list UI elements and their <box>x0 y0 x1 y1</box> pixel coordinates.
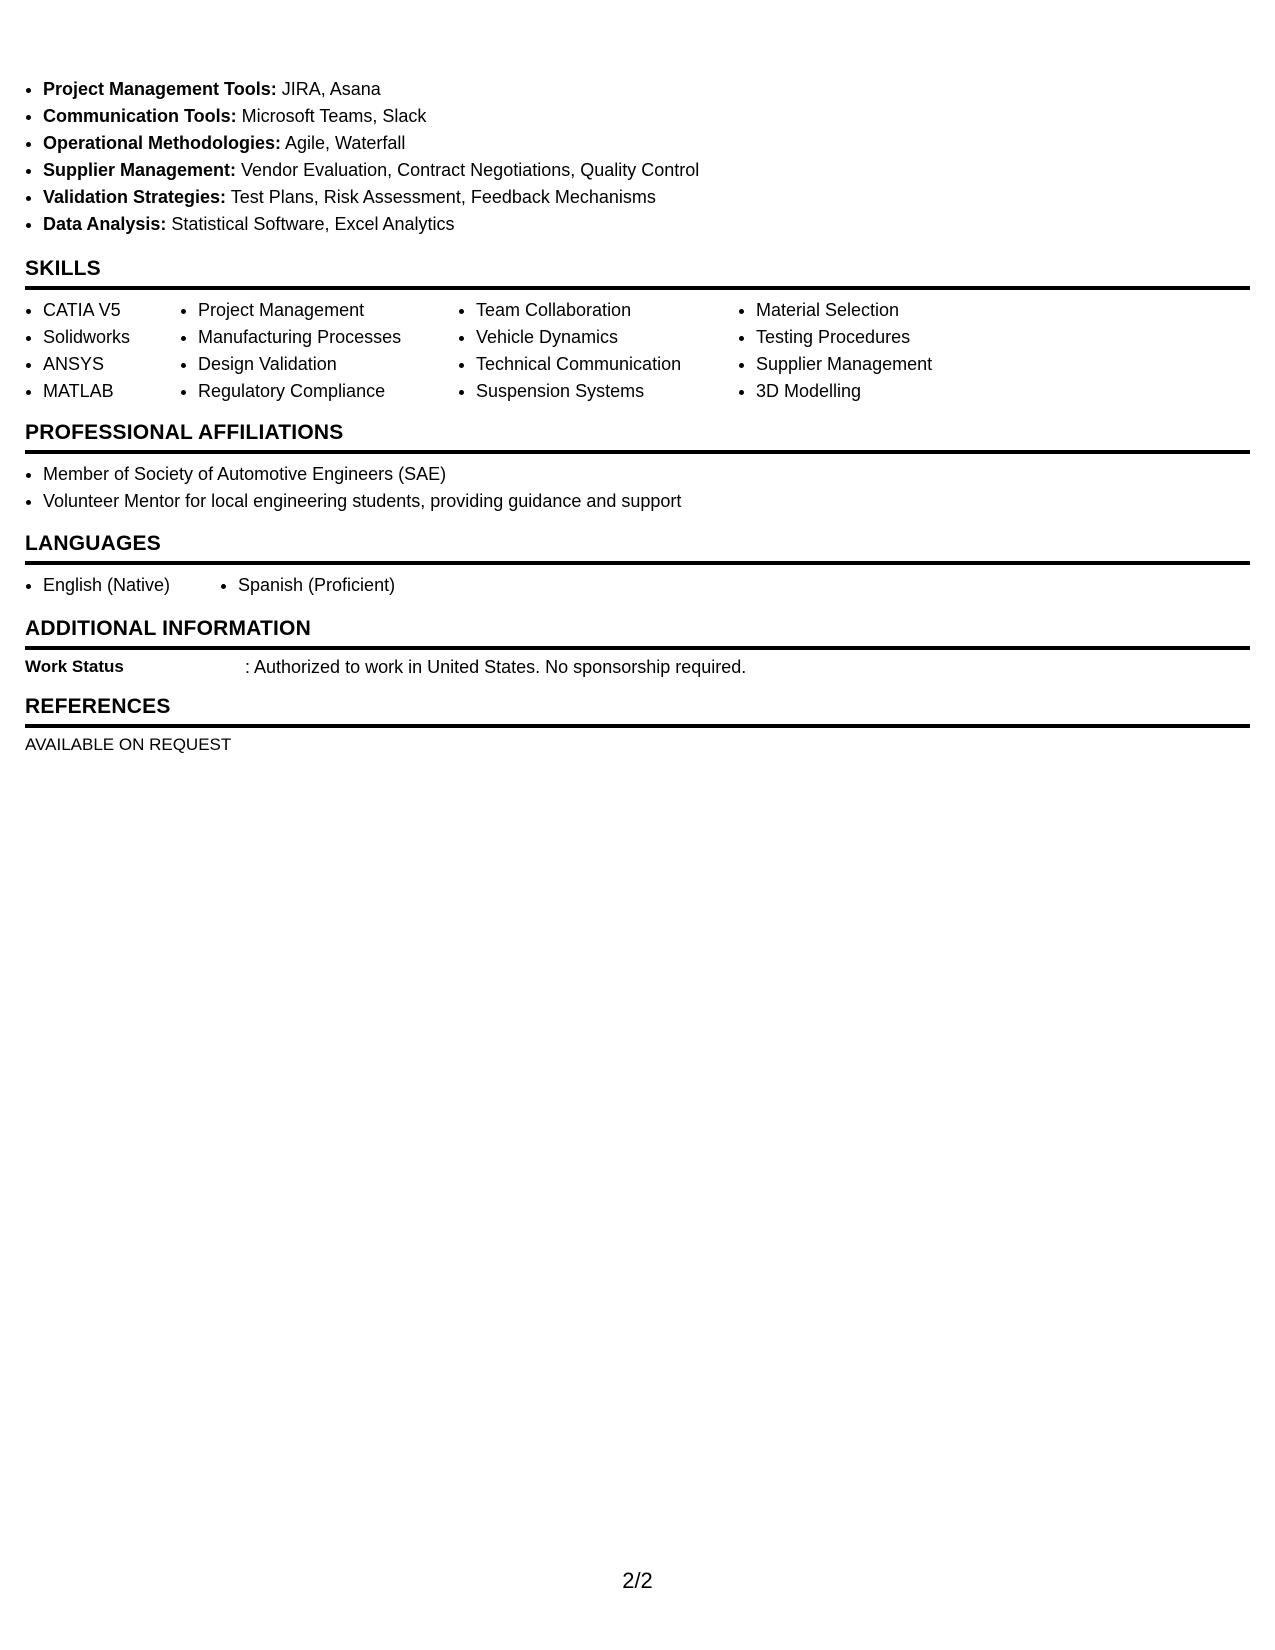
skills-heading: SKILLS <box>25 256 1250 290</box>
languages-row <box>25 565 1250 599</box>
skill-item: • Solidworks <box>43 324 180 351</box>
skills-grid <box>25 290 1250 405</box>
skills-column <box>738 297 1016 405</box>
tool-value: Agile, Waterfall <box>281 133 406 153</box>
language-item: • Spanish (Proficient) <box>238 572 395 599</box>
tool-label: Communication Tools: <box>43 106 237 126</box>
page-number: 2/2 <box>622 1568 653 1593</box>
work-status-value: : Authorized to work in United States. No sponsorship required. <box>245 657 747 677</box>
list-item <box>43 184 1250 211</box>
list-item <box>43 211 1250 238</box>
skills-column <box>180 297 458 405</box>
affiliations-body <box>25 454 1250 515</box>
tool-value: JIRA, Asana <box>276 79 381 99</box>
skill-item: • ANSYS <box>43 351 180 378</box>
skill-item: • Design Validation <box>198 351 458 378</box>
affiliations-section <box>25 420 1250 515</box>
skill-item: • Team Collaboration <box>476 297 738 324</box>
language-list <box>25 572 220 599</box>
references-text: AVAILABLE ON REQUEST <box>25 735 232 754</box>
additional-info-section <box>25 616 1250 680</box>
skill-item: • Vehicle Dynamics <box>476 324 738 351</box>
skill-item: • Material Selection <box>756 297 1016 324</box>
skill-item: • Manufacturing Processes <box>198 324 458 351</box>
skill-item: • CATIA V5 <box>43 297 180 324</box>
tool-value: Statistical Software, Excel Analytics <box>166 214 455 234</box>
resume-page <box>25 76 1250 758</box>
skill-item: • MATLAB <box>43 378 180 405</box>
references-heading: REFERENCES <box>25 694 1250 728</box>
language-item: • English (Native) <box>43 572 220 599</box>
list-item <box>43 76 1250 103</box>
languages-section <box>25 531 1250 599</box>
skill-item: • Technical Communication <box>476 351 738 378</box>
skill-item: • Supplier Management <box>756 351 1016 378</box>
list-item <box>43 157 1250 184</box>
additional-info-heading: ADDITIONAL INFORMATION <box>25 616 1250 650</box>
tool-value: Test Plans, Risk Assessment, Feedback Mechanisms <box>226 187 656 207</box>
skill-item: • Suspension Systems <box>476 378 738 405</box>
tools-list <box>25 76 1250 238</box>
tool-value: Microsoft Teams, Slack <box>236 106 427 126</box>
skills-column <box>458 297 738 405</box>
languages-heading: LANGUAGES <box>25 531 1250 565</box>
list-item <box>43 130 1250 157</box>
language-list <box>220 572 395 599</box>
skills-section <box>25 256 1250 405</box>
work-status-label: Work Status <box>25 657 124 676</box>
tool-value: Vendor Evaluation, Contract Negotiations, Quality Control <box>236 160 700 180</box>
tool-label: Project Management Tools: <box>43 79 277 99</box>
references-section <box>25 694 1250 758</box>
affiliations-heading: PROFESSIONAL AFFILIATIONS <box>25 420 1250 454</box>
affiliation-item: • Member of Society of Automotive Engineers (SAE) <box>43 461 1250 488</box>
affiliation-item: • Volunteer Mentor for local engineering students, providing guidance and support <box>43 488 1250 515</box>
tool-label: Operational Methodologies: <box>43 133 282 153</box>
tool-label: Supplier Management: <box>43 160 237 180</box>
tool-label: Data Analysis: <box>43 214 167 234</box>
skill-item: • Project Management <box>198 297 458 324</box>
skill-item: • Regulatory Compliance <box>198 378 458 405</box>
work-status-row <box>25 650 1250 680</box>
skills-column <box>25 297 180 405</box>
skill-item: • Testing Procedures <box>756 324 1016 351</box>
tool-label: Validation Strategies: <box>43 187 227 207</box>
list-item <box>43 103 1250 130</box>
affiliations-list <box>25 461 1250 515</box>
skill-item: • 3D Modelling <box>756 378 1016 405</box>
